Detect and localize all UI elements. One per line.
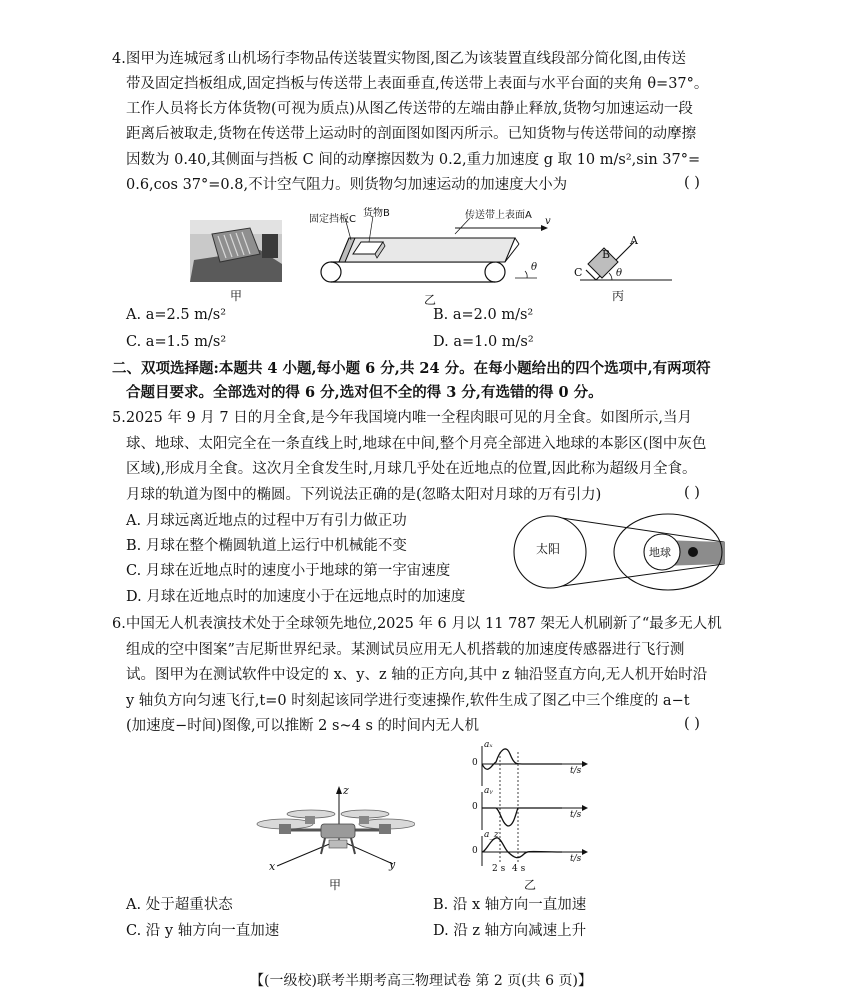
q6-axis-x: x bbox=[269, 860, 276, 873]
q5-option-c: C. 月球在近地点时的速度小于地球的第一宇宙速度 bbox=[126, 563, 451, 579]
q4-line-3: 工作人员将长方体货物(可视为质点)从图乙传送带的左端由静止释放,货物匀加速运动一段 bbox=[126, 101, 693, 117]
q6-label-yi: 乙 bbox=[524, 878, 537, 892]
q6-graph-t-label-2: t/s bbox=[570, 810, 582, 820]
section2-line-1: 二、双项选择题:本题共 4 小题,每小题 6 分,共 24 分。在每小题给出的四个选项中,有两项符 bbox=[112, 360, 711, 377]
q5-label-earth: 地球 bbox=[649, 546, 671, 559]
q6-graph-tick-4s: 4 s bbox=[512, 864, 526, 874]
q6-graph-ay-label: aᵧ bbox=[484, 786, 493, 796]
q4-label-jia: 甲 bbox=[230, 289, 243, 303]
q6-axis-y: y bbox=[389, 858, 396, 871]
q5-label-sun: 太阳 bbox=[536, 542, 561, 556]
q5-answer-paren: ( ) bbox=[684, 485, 700, 501]
q6-graph-ax-label: aₓ bbox=[484, 740, 493, 750]
q4-photo-jia bbox=[190, 220, 282, 282]
q6-at-graphs bbox=[462, 740, 592, 878]
q4-label-yi: 乙 bbox=[424, 293, 437, 307]
q6-graph-origin-3: 0 bbox=[472, 846, 478, 856]
q4-answer-paren: ( ) bbox=[684, 175, 700, 191]
q4-diagram-bing bbox=[568, 228, 672, 284]
q6-graph-tick-2s: 2 s bbox=[492, 864, 506, 874]
q6-graph-t-label-3: t/s bbox=[570, 854, 582, 864]
q5-line-1: 5.2025 年 9 月 7 日的月全食,是今年我国境内唯一全程肉眼可见的月全食。如图所示,当月 bbox=[112, 410, 692, 426]
q5-line-4: 月球的轨道为图中的椭圆。下列说法正确的是(忽略太阳对月球的万有引力) bbox=[126, 487, 602, 503]
q4-line-6: 0.6,cos 37°=0.8,不计空气阻力。则货物匀加速运动的加速度大小为 bbox=[126, 177, 568, 193]
q6-option-a: A. 处于超重状态 bbox=[126, 897, 233, 913]
q4-bing-label-c: C bbox=[574, 266, 583, 279]
q4-option-d: D. a=1.0 m/s² bbox=[433, 334, 534, 350]
q4-option-a: A. a=2.5 m/s² bbox=[126, 307, 227, 323]
q5-line-3: 区域),形成月全食。这次月全食发生时,月球几乎处在近地点的位置,因此称为超级月全食。 bbox=[126, 461, 697, 477]
q4-option-b: B. a=2.0 m/s² bbox=[433, 307, 534, 323]
q6-graph-t-label-1: t/s bbox=[570, 766, 582, 776]
q4-line-5: 因数为 0.40,其侧面与挡板 C 间的动摩擦因数为 0.2,重力加速度 g 取 10 m/s²,sin 37°= bbox=[126, 152, 701, 168]
q6-line-5: (加速度−时间)图像,可以推断 2 s~4 s 的时间内无人机 bbox=[126, 718, 479, 734]
q4-bing-label-theta: θ bbox=[616, 268, 623, 279]
q5-line-2: 球、地球、太阳完全在一条直线上时,地球在中间,整个月亮全部进入地球的本影区(图中灰色 bbox=[126, 436, 707, 452]
q6-drone-diagram bbox=[255, 784, 415, 876]
q5-eclipse-diagram bbox=[512, 512, 734, 592]
q4-bing-label-a: A bbox=[630, 234, 638, 247]
q4-diagram-yi bbox=[305, 204, 555, 288]
q6-answer-paren: ( ) bbox=[684, 716, 700, 732]
page-footer: 【(一级校)联考半期考高三物理试卷 第 2 页(共 6 页)】 bbox=[250, 973, 592, 989]
q6-label-jia: 甲 bbox=[329, 878, 342, 892]
q6-graph-origin-1: 0 bbox=[472, 758, 478, 768]
q6-line-3: 试。图甲为在测试软件中设定的 x、y、z 轴的正方向,其中 z 轴沿竖直方向,无人机开始时沿 bbox=[126, 667, 708, 683]
q4-line-1: 4.图甲为连城冠豸山机场行李物品传送装置实物图,图乙为该装置直线段部分简化图,由传送 bbox=[112, 51, 687, 67]
q4-bing-label-b: B bbox=[602, 248, 611, 261]
q4-option-c: C. a=1.5 m/s² bbox=[126, 334, 227, 350]
q6-line-4: y 轴负方向匀速飞行,t=0 时刻起该同学进行变速操作,软件生成了图乙中三个维度的 a−t bbox=[126, 693, 690, 709]
q4-label-bing: 丙 bbox=[612, 289, 625, 303]
q6-option-c: C. 沿 y 轴方向一直加速 bbox=[126, 923, 280, 939]
q5-option-a: A. 月球远离近地点的过程中万有引力做正功 bbox=[126, 513, 407, 529]
q6-option-b: B. 沿 x 轴方向一直加速 bbox=[433, 897, 587, 913]
q6-graph-origin-2: 0 bbox=[472, 802, 478, 812]
q4-yi-label-theta: θ bbox=[531, 262, 538, 273]
q4-yi-label-cargo: 货物B bbox=[363, 208, 390, 219]
q4-line-4: 距离后被取走,货物在传送带上运动时的剖面图如图丙所示。已知货物与传送带间的动摩擦 bbox=[126, 126, 697, 142]
q5-option-b: B. 月球在整个椭圆轨道上运行中机械能不变 bbox=[126, 538, 407, 554]
q6-line-1: 6.中国无人机表演技术处于全球领先地位,2025 年 6 月以 11 787 架无人机刷新了“最多无人机 bbox=[112, 616, 722, 632]
q5-option-d: D. 月球在近地点时的加速度小于在远地点时的加速度 bbox=[126, 589, 466, 605]
section2-line-2: 合题目要求。全部选对的得 6 分,选对但不全的得 3 分,有选错的得 0 分。 bbox=[126, 384, 603, 401]
q4-line-2: 带及固定挡板组成,固定挡板与传送带上表面垂直,传送带上表面与水平台面的夹角 θ=37°。 bbox=[126, 76, 709, 92]
q6-axis-z: z bbox=[343, 784, 349, 797]
q6-option-d: D. 沿 z 轴方向减速上升 bbox=[433, 923, 587, 939]
q4-yi-label-baffle: 固定挡板C bbox=[309, 214, 356, 225]
q4-yi-label-surface: 传送带上表面A bbox=[465, 210, 532, 221]
q6-line-2: 组成的空中图案”吉尼斯世界纪录。某测试员应用无人机搭载的加速度传感器进行飞行测 bbox=[126, 642, 685, 658]
q4-yi-label-v: v bbox=[545, 216, 551, 227]
q6-graph-az-label: a_z bbox=[484, 830, 499, 840]
